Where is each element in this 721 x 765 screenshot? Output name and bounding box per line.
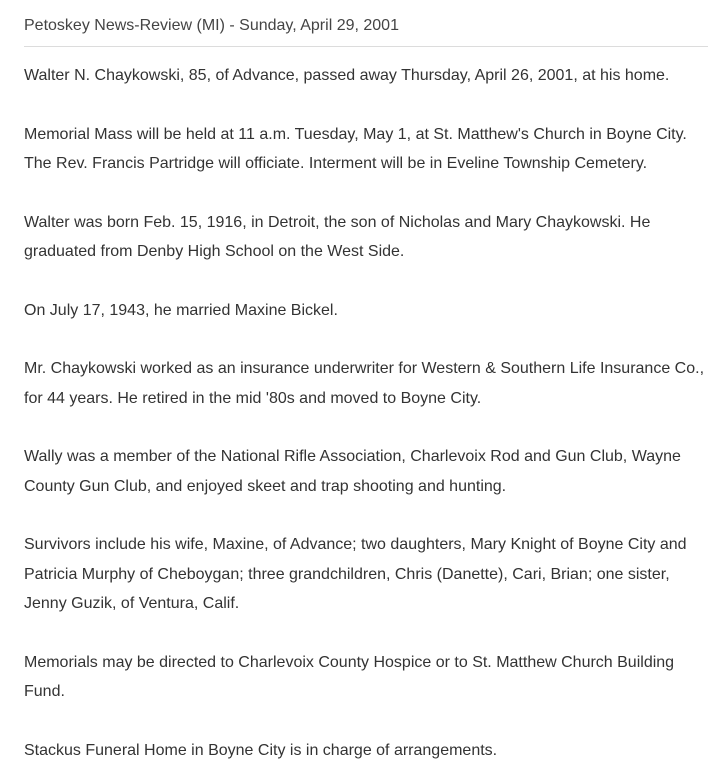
paragraph-career: Mr. Chaykowski worked as an insurance underwriter for Western & Southern Life Insurance Co., for 44 years. He retired in the mid '80s and moved to Boyne City.: [24, 354, 708, 413]
obituary-article: [24, 0, 708, 765]
obituary-body: [24, 47, 708, 765]
paragraph-memberships: Wally was a member of the National Rifle Association, Charlevoix Rod and Gun Club, Wayne County Gun Club, and enjoyed skeet and trap shooting and hunting.: [24, 442, 708, 501]
paragraph-marriage: On July 17, 1943, he married Maxine Bickel.: [24, 296, 708, 326]
publication-source-line: Petoskey News-Review (MI) - Sunday, April 29, 2001: [24, 0, 708, 47]
paragraph-death-notice: Walter N. Chaykowski, 85, of Advance, passed away Thursday, April 26, 2001, at his home.: [24, 61, 708, 91]
paragraph-arrangements: Stackus Funeral Home in Boyne City is in charge of arrangements.: [24, 736, 708, 765]
paragraph-memorials: Memorials may be directed to Charlevoix County Hospice or to St. Matthew Church Building Fund.: [24, 648, 708, 707]
paragraph-memorial-mass: Memorial Mass will be held at 11 a.m. Tuesday, May 1, at St. Matthew's Church in Boyne City. The Rev. Francis Partridge will officiate. Interment will be in Eveline Township Cemetery.: [24, 120, 708, 179]
paragraph-birth-education: Walter was born Feb. 15, 1916, in Detroit, the son of Nicholas and Mary Chaykowski. He graduated from Denby High School on the West Side.: [24, 208, 708, 267]
paragraph-survivors: Survivors include his wife, Maxine, of Advance; two daughters, Mary Knight of Boyne City and Patricia Murphy of Cheboygan; three grandchildren, Chris (Danette), Cari, Brian; one sister, Jenny Guzik, of Ventura, Calif.: [24, 530, 708, 619]
